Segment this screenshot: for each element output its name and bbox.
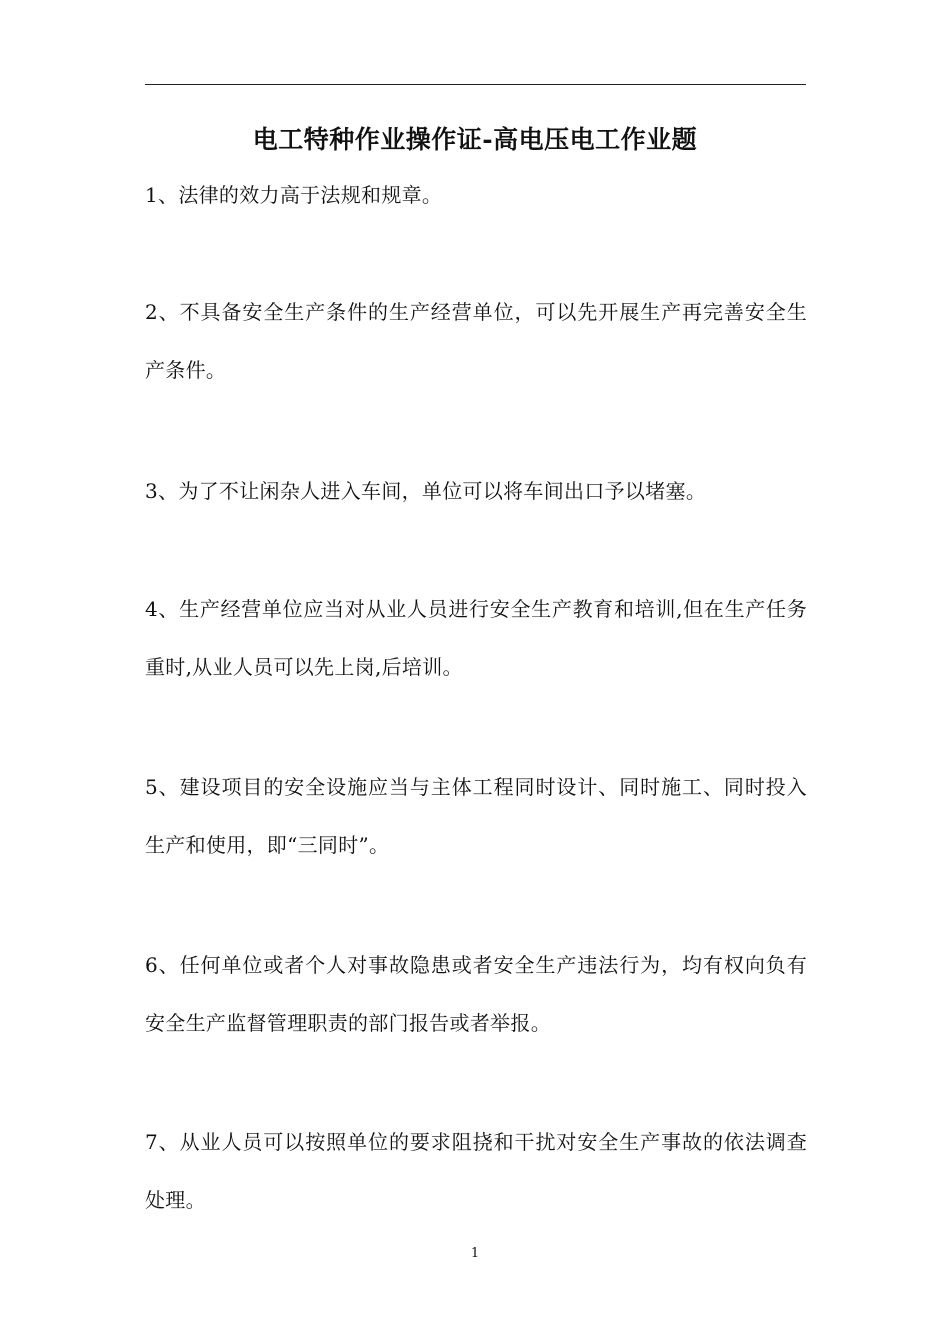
document-title: 电工特种作业操作证-高电压电工作业题	[252, 125, 698, 154]
question-3: 3、为了不让闲杂人进入车间，单位可以将车间出口予以堵塞。	[145, 479, 707, 503]
question-2: 2、不具备安全生产条件的生产经营单位，可以先开展生产再完善安全生产条件。	[145, 300, 807, 382]
page-number: 1	[470, 1246, 480, 1261]
question-6: 6、任何单位或者个人对事故隐患或者安全生产违法行为，均有权向负有安全生产监督管理职责的部门报告或者举报。	[145, 953, 807, 1035]
question-7: 7、从业人员可以按照单位的要求阻挠和干扰对安全生产事故的依法调查处理。	[145, 1130, 807, 1212]
question-4: 4、生产经营单位应当对从业人员进行安全生产教育和培训,但在生产任务重时,从业人员可以先上岗,后培训。	[145, 597, 807, 679]
header-rule	[145, 84, 806, 85]
question-1: 1、法律的效力高于法规和规章。	[145, 183, 443, 207]
question-5: 5、建设项目的安全设施应当与主体工程同时设计、同时施工、同时投入生产和使用，即“三同时”。	[145, 775, 807, 857]
